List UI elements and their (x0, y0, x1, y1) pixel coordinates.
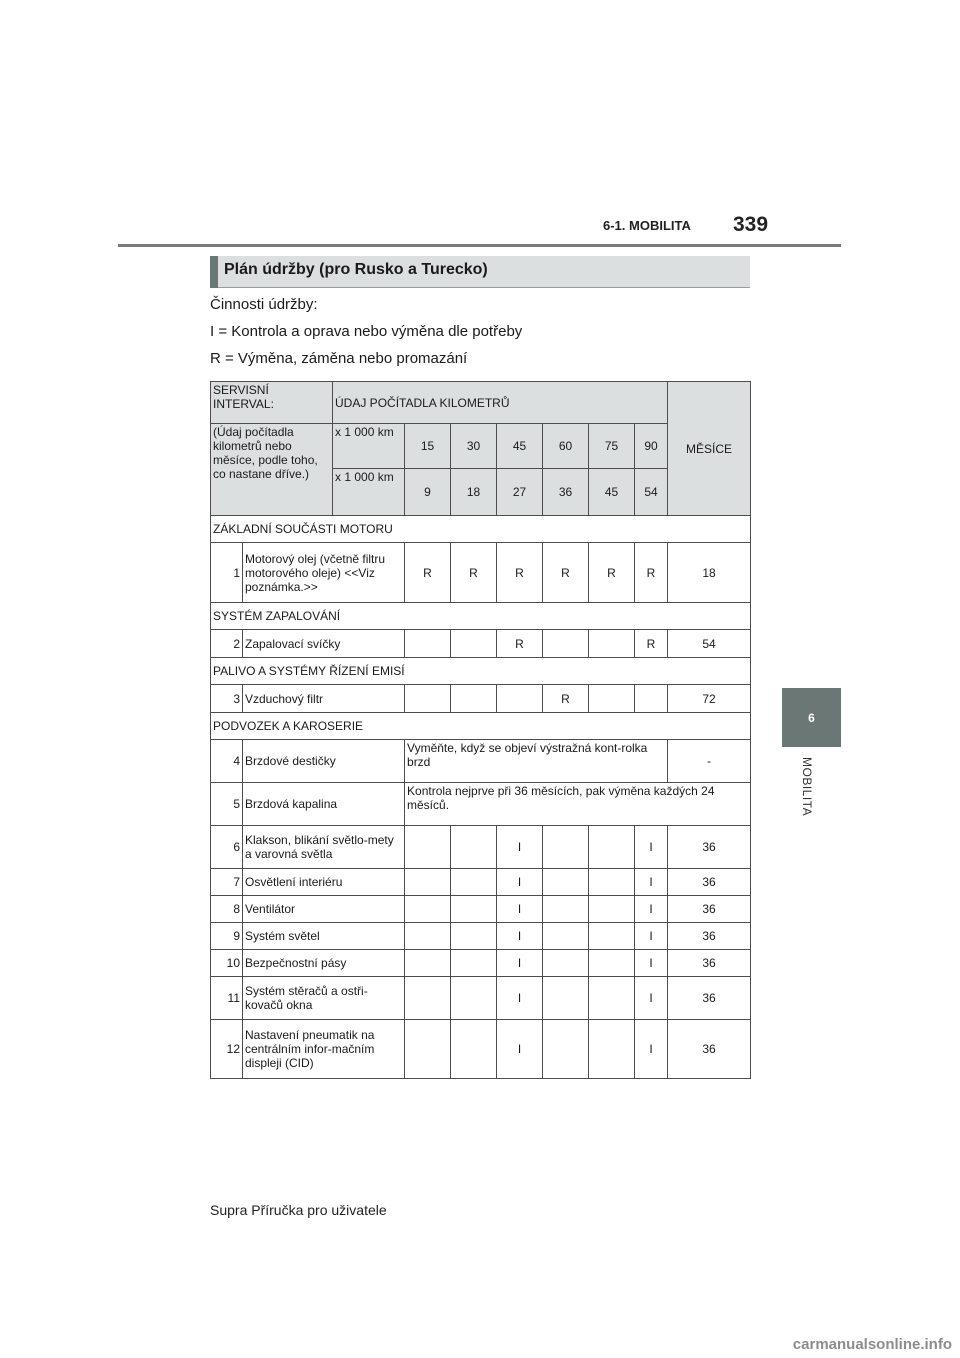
intro-line: R = Výměna, záměna nebo promazání (210, 350, 468, 367)
interval-cell: I (497, 896, 543, 923)
interval-cell (589, 977, 635, 1020)
interval-cell (405, 685, 451, 713)
interval-cell (451, 685, 497, 713)
item-label: Vzduchový filtr (243, 685, 405, 713)
interval-cell: I (635, 1020, 668, 1079)
interval-cell: R (635, 543, 668, 603)
interval-cell (451, 977, 497, 1020)
interval-cell (405, 869, 451, 896)
interval-cell (543, 826, 589, 869)
interval-cell: R (497, 543, 543, 603)
interval-cell (589, 630, 635, 658)
interval-cell (543, 950, 589, 977)
table-header-row (211, 382, 751, 424)
table-row (211, 977, 751, 1020)
interval-cell: I (635, 950, 668, 977)
interval-cell: I (497, 869, 543, 896)
km-value: 9 (405, 469, 451, 516)
km-value: 54 (635, 469, 668, 516)
item-number: 5 (211, 783, 243, 826)
intro-line: I = Kontrola a oprava nebo výměna dle potřeby (210, 323, 523, 340)
interval-note: (Údaj počítadla kilometrů nebo měsíce, podle toho, co nastane dříve.) (211, 424, 333, 516)
chapter-tab-label: MOBILITA (800, 757, 814, 817)
interval-cell: I (635, 826, 668, 869)
heading-accent-bar (210, 256, 218, 288)
interval-cell (589, 1020, 635, 1079)
interval-cell: I (497, 977, 543, 1020)
interval-cell (451, 630, 497, 658)
interval-cell (405, 950, 451, 977)
watermark: carmanualsonline.info (792, 1336, 952, 1353)
item-number: 3 (211, 685, 243, 713)
months-cell: 18 (668, 543, 751, 603)
km-value: 30 (451, 424, 497, 469)
item-number: 11 (211, 977, 243, 1020)
chapter-tab[interactable]: 6 (782, 688, 841, 747)
interval-cell (451, 826, 497, 869)
months-cell: 36 (668, 977, 751, 1020)
item-label: Ventilátor (243, 896, 405, 923)
interval-cell: I (635, 896, 668, 923)
section-heading-title: Plán údržby (pro Rusko a Turecko) (224, 261, 488, 278)
interval-cell (543, 977, 589, 1020)
table-section-row (211, 603, 751, 630)
item-number: 6 (211, 826, 243, 869)
interval-cell (543, 896, 589, 923)
table-section-row (211, 713, 751, 740)
item-number: 2 (211, 630, 243, 658)
interval-cell (451, 896, 497, 923)
item-label: Motorový olej (včetně filtru motorového oleje) <<Viz poznámka.>> (243, 543, 405, 603)
section-title: ZÁKLADNÍ SOUČÁSTI MOTORU (211, 516, 751, 543)
months-cell: 54 (668, 630, 751, 658)
section-heading (210, 256, 750, 288)
months-cell: 36 (668, 923, 751, 950)
km-value: 18 (451, 469, 497, 516)
table-row (211, 869, 751, 896)
table-row (211, 826, 751, 869)
interval-cell: R (543, 685, 589, 713)
table-row (211, 630, 751, 658)
interval-cell (451, 1020, 497, 1079)
item-number: 4 (211, 740, 243, 783)
item-number: 1 (211, 543, 243, 603)
interval-cell: R (635, 630, 668, 658)
interval-cell: R (543, 543, 589, 603)
interval-cell (405, 1020, 451, 1079)
item-label: Systém stěračů a ostři-kovačů okna (243, 977, 405, 1020)
interval-cell: I (635, 869, 668, 896)
interval-cell (451, 869, 497, 896)
km-value: 36 (543, 469, 589, 516)
item-label: Klakson, blikání světlo-mety a varovná světla (243, 826, 405, 869)
unit-label: x 1 000 km (333, 424, 405, 469)
maintenance-schedule-table (210, 381, 751, 1079)
table-row (211, 923, 751, 950)
item-number: 12 (211, 1020, 243, 1079)
months-cell: 72 (668, 685, 751, 713)
months-cell: - (668, 740, 751, 783)
table-row (211, 685, 751, 713)
intro-line: Činnosti údržby: (210, 296, 318, 313)
interval-cell (589, 826, 635, 869)
item-label: Brzdové destičky (243, 740, 405, 783)
interval-cell: I (497, 950, 543, 977)
km-value: 15 (405, 424, 451, 469)
header-divider (118, 244, 841, 247)
interval-cell: I (635, 923, 668, 950)
km-value: 45 (589, 469, 635, 516)
interval-cell: I (497, 1020, 543, 1079)
table-row (211, 896, 751, 923)
item-label: Osvětlení interiéru (243, 869, 405, 896)
months-cell: 36 (668, 826, 751, 869)
interval-cell (497, 685, 543, 713)
km-value: 60 (543, 424, 589, 469)
interval-cell (589, 923, 635, 950)
interval-cell (451, 950, 497, 977)
interval-cell (589, 869, 635, 896)
interval-note-cell: Vyměňte, když se objeví výstražná kont-rolka brzd (405, 740, 668, 783)
months-cell: 36 (668, 896, 751, 923)
item-number: 9 (211, 923, 243, 950)
months-cell: 36 (668, 950, 751, 977)
interval-cell (405, 896, 451, 923)
interval-cell (405, 977, 451, 1020)
table-section-row (211, 658, 751, 685)
footer-title: Supra Příručka pro uživatele (210, 1202, 387, 1218)
months-cell: 36 (668, 869, 751, 896)
table-row (211, 543, 751, 603)
interval-note-cell: Kontrola nejprve při 36 měsících, pak výměna každých 24 měsíců. (405, 783, 751, 826)
months-cell: 36 (668, 1020, 751, 1079)
interval-cell: I (635, 977, 668, 1020)
item-label: Nastavení pneumatik na centrálním infor-mačním displeji (CID) (243, 1020, 405, 1079)
table-row (211, 1020, 751, 1079)
km-value: 27 (497, 469, 543, 516)
section-title: PODVOZEK A KAROSERIE (211, 713, 751, 740)
item-label: Systém světel (243, 923, 405, 950)
item-number: 8 (211, 896, 243, 923)
interval-cell (589, 950, 635, 977)
interval-cell (589, 896, 635, 923)
interval-cell: I (497, 826, 543, 869)
section-title: SYSTÉM ZAPALOVÁNÍ (211, 603, 751, 630)
page-number: 339 (733, 213, 769, 236)
table-section-row (211, 516, 751, 543)
interval-cell: R (589, 543, 635, 603)
interval-cell (635, 685, 668, 713)
interval-cell (589, 685, 635, 713)
service-interval-header: SERVISNÍ INTERVAL: (211, 382, 333, 424)
section-title: PALIVO A SYSTÉMY ŘÍZENÍ EMISÍ (211, 658, 751, 685)
months-header: MĚSÍCE (668, 382, 751, 516)
interval-cell: R (451, 543, 497, 603)
table-row (211, 740, 751, 783)
interval-cell: I (497, 923, 543, 950)
interval-cell (543, 1020, 589, 1079)
km-value: 90 (635, 424, 668, 469)
interval-cell (543, 869, 589, 896)
interval-cell: R (405, 543, 451, 603)
interval-cell (405, 923, 451, 950)
interval-cell (405, 826, 451, 869)
interval-cell (451, 923, 497, 950)
header-section-title: 6-1. MOBILITA (603, 218, 691, 233)
table-row (211, 950, 751, 977)
item-label: Zapalovací svíčky (243, 630, 405, 658)
interval-cell (405, 630, 451, 658)
interval-cell (543, 630, 589, 658)
table-row (211, 783, 751, 826)
interval-cell (543, 923, 589, 950)
unit-label: x 1 000 km (333, 469, 405, 516)
item-label: Brzdová kapalina (243, 783, 405, 826)
item-number: 10 (211, 950, 243, 977)
item-number: 7 (211, 869, 243, 896)
item-label: Bezpečnostní pásy (243, 950, 405, 977)
interval-cell: R (497, 630, 543, 658)
odometer-header: ÚDAJ POČÍTADLA KILOMETRŮ (333, 382, 668, 424)
km-value: 75 (589, 424, 635, 469)
km-value: 45 (497, 424, 543, 469)
